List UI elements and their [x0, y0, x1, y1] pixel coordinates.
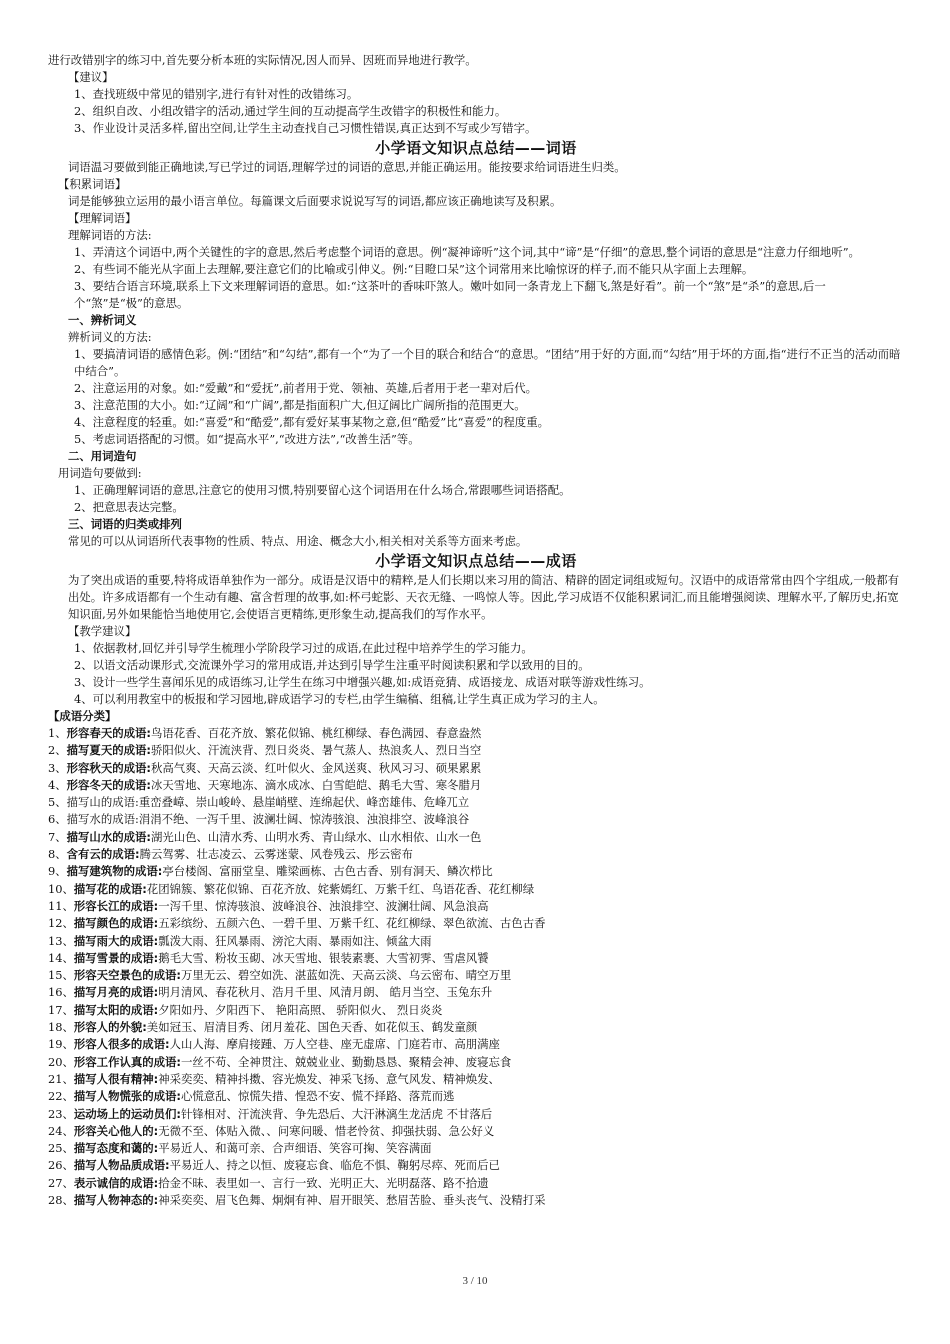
category-idioms: 腾云驾雾、壮志凌云、云雾迷蒙、风卷残云、彤云密布 — [139, 847, 413, 862]
category-number: 2、 — [48, 743, 67, 758]
category-name: 描写花的成语: — [73, 881, 147, 896]
idiom-category-row — [48, 1106, 904, 1123]
category-name: 形容工作认真的成语: — [73, 1054, 181, 1069]
idiom-category-row — [48, 846, 904, 863]
idiom-category-row — [48, 1157, 904, 1174]
category-name: 描写月亮的成语: — [73, 985, 159, 1000]
category-number: 16、 — [48, 985, 74, 1000]
category-number: 3、 — [48, 760, 67, 775]
category-idioms: 平易近人、持之以恒、废寝忘食、临危不惧、鞠躬尽瘁、死而后已 — [169, 1158, 500, 1173]
idiom-category-row — [48, 1175, 904, 1192]
category-name: 形容春天的成语: — [66, 726, 151, 740]
category-idioms: 明月清风、春花秋月、浩月千里、风清月朗、 皓月当空、玉兔东升 — [158, 985, 493, 1000]
category-name: 描写人物品质成语: — [73, 1158, 170, 1173]
understand-heading: 【理解词语】 — [68, 211, 137, 225]
category-number: 17、 — [48, 1002, 74, 1017]
idiom-category-row — [48, 1071, 904, 1088]
page-number: 3 / 10 — [462, 1275, 488, 1287]
category-number: 21、 — [48, 1071, 74, 1086]
idiom-category-row — [48, 1036, 904, 1053]
category-idioms: 骄阳似火、汗流浃背、烈日炎炎、暑气蒸人、热浪炙人、烈日当空 — [150, 743, 482, 758]
category-idioms: 针锋相对、汗流浃背、争先恐后、大汗淋漓生龙活虎 不甘落后 — [180, 1106, 493, 1121]
category-idioms: 鹅毛大雪、粉妆玉砌、冰天雪地、银装素裹、大雪初霁、雪虐风饕 — [158, 950, 489, 965]
category-idioms: 夕阳如丹、夕阳西下、 艳阳高照、 骄阳似火、 烈日炎炎 — [158, 1002, 443, 1017]
category-idioms: 一丝不苟、全神贯注、兢兢业业、勤勤恳恳、聚精会神、废寝忘食 — [180, 1054, 512, 1069]
category-number: 14、 — [48, 950, 74, 965]
sentence-item: 1、正确理解词语的意思,注意它的使用习惯,特别要留心这个词语用在什么场合,常跟哪些词语搭配。 — [74, 483, 571, 497]
method-label: 理解词语的方法: — [68, 228, 152, 242]
idiom-category-row — [48, 881, 904, 898]
category-idioms: 神采奕奕、精神抖擞、容光焕发、神采飞扬、意气风发、精神焕发、 — [158, 1071, 500, 1086]
category-idioms: 花团锦簇、繁花似锦、百花齐放、姹紫嫣红、万紫千红、鸟语花香、花红柳绿 — [146, 881, 535, 896]
category-number: 13、 — [48, 933, 74, 948]
idiom-category-row — [48, 1054, 904, 1071]
category-name: 描写态度和蔼的: — [73, 1141, 159, 1156]
teach-item: 1、依据教材,回忆并引导学生梳理小学阶段学习过的成语,在此过程中培养学生的学习能力。 — [74, 641, 533, 655]
category-name: 表示诚信的成语: — [73, 1175, 159, 1190]
idiom-category-row — [48, 742, 904, 759]
idiom-category-row — [48, 1088, 904, 1105]
category-number: 23、 — [48, 1106, 74, 1121]
idiom-category-row — [48, 1019, 904, 1036]
teach-heading: 【教学建议】 — [68, 624, 137, 638]
method-item: 3、要结合语言环境,联系上下文来理解词语的意思。如:“这茶叶的香味吓煞人。嫩叶如同一条青龙上下翻飞,煞是好看”。前一个“煞”是“杀”的意思,后一个“煞”是“极”的意思。 — [74, 279, 826, 310]
distinguish-item: 1、要搞清词语的感情色彩。例:“团结”和“勾结”,都有一个“为了一个目的联合和结合“的意思。“团结”用于好的方面,而“勾结”用于坏的方面,指“进行不正当的活动而暗中结合”。 — [74, 347, 901, 378]
method-item: 2、有些词不能光从字面上去理解,要注意它们的比喻或引伸义。例:“目瞪口呆”这个词常用来比喻惊讶的样子,而不能只从字面上去理解。 — [74, 262, 754, 276]
idiom-category-row — [48, 725, 904, 742]
category-number: 18、 — [48, 1020, 74, 1035]
category-number: 7、 — [48, 829, 67, 844]
teach-item: 2、以语文活动课形式,交流课外学习的常用成语,并达到引导学生注重平时阅读积累和学以致用的目的。 — [74, 658, 590, 672]
category-number: 12、 — [48, 916, 74, 931]
idiom-category-row — [48, 760, 904, 777]
category-number: 25、 — [48, 1141, 74, 1156]
page-content — [48, 52, 904, 1209]
idiom-category-row — [48, 950, 904, 967]
category-name: 形容人很多的成语: — [73, 1037, 170, 1052]
category-name: 形容关心他人的: — [73, 1123, 159, 1138]
category-idioms: 神采奕奕、眉飞色舞、炯炯有神、眉开眼笑、愁眉苦脸、垂头丧气、没精打采 — [158, 1193, 546, 1208]
idiom-category-row — [48, 1123, 904, 1140]
idiom-category-row — [48, 811, 904, 828]
distinguish-item: 2、注意运用的对象。如:“爱戴”和“爱抚”,前者用于党、领袖、英雄,后者用于老一辈对后代。 — [74, 381, 538, 395]
category-idioms: 无微不至、体贴入微、、问寒问暖、惜老怜贫、抑强扶弱、急公好义 — [158, 1123, 495, 1138]
category-number: 4、 — [48, 777, 67, 792]
idiom-category-row — [48, 777, 904, 794]
idiom-category-row — [48, 863, 904, 880]
category-number: 20、 — [48, 1054, 74, 1069]
intro-line: 进行改错别字的练习中,首先要分析本班的实际情况,因人而异、因班而异地进行教学。 — [48, 53, 477, 67]
category-idioms: 人山人海、摩肩接踵、万人空巷、座无虚席、门庭若市、高朋满座 — [169, 1037, 500, 1052]
category-idioms: 美如冠玉、眉清目秀、闭月羞花、国色天香、如花似玉、鹤发童颜 — [146, 1020, 478, 1035]
idiom-category-row — [48, 1192, 904, 1209]
chengyu-intro: 为了突出成语的重要,特将成语单独作为一部分。成语是汉语中的精粹,是人们长期以来习用的简洁、精辟的固定词组或短句。汉语中的成语常常由四个字组成,一般都有出处。许多成语都有一个生动有趣、富含哲理的故事,如:杯弓蛇影、天衣无缝、一鸣惊人等。因此,学习成语不仅能积累词汇,而且能增强阅读、理解水平,了解历史,拓宽知识面,另外如果能恰当地使用它,会使语言更精练,更形象生动,提高我们的写作水平。 — [68, 573, 899, 621]
teach-item: 4、可以利用教室中的板报和学习园地,辟成语学习的专栏,由学生编稿、组稿,让学生真正成为学习的主人。 — [74, 692, 605, 706]
category-idioms: 五彩缤纷、五颜六色、一碧千里、万紫千红、花红柳绿、翠色欲流、古色古香 — [158, 916, 546, 931]
category-name: 描写人很有精神: — [73, 1071, 159, 1086]
category-name: 描写人物神态的: — [73, 1193, 159, 1208]
category-idioms: 秋高气爽、天高云淡、红叶似火、金风送爽、秋风习习、硕果累累 — [150, 760, 482, 775]
suggestion-item: 2、组织自改、小组改错字的活动,通过学生间的互动提高学生改错字的积极性和能力。 — [74, 104, 507, 118]
subsection-heading: 二、用词造句 — [68, 449, 137, 463]
category-number: 9、 — [48, 864, 67, 879]
category-idioms: 万里无云、碧空如洗、湛蓝如洗、天高云淡、乌云密布、晴空万里 — [180, 968, 512, 983]
category-idioms: 平易近人、和蔼可亲、合声细语、笑容可掬、笑容满面 — [158, 1141, 432, 1156]
category-idioms: 一泻千里、惊涛骇浪、波峰浪谷、浊浪排空、波澜壮阔、风急浪高 — [158, 898, 489, 913]
suggest-heading: 【建议】 — [68, 70, 114, 84]
distinguish-item: 5、考虑词语搭配的习惯。如“提高水平”,“改进方法”,“改善生活”等。 — [74, 432, 420, 446]
category-idioms: 鸟语花香、百花齐放、繁花似锦、桃红柳绿、春色满园、春意盎然 — [150, 726, 482, 740]
category-name: 描写颜色的成语: — [73, 916, 159, 931]
idiom-category-row — [48, 829, 904, 846]
category-number: 19、 — [48, 1037, 74, 1052]
category-idioms: 重峦叠嶂、崇山峻岭、悬崖峭壁、连绵起伏、峰峦雄伟、危峰兀立 — [138, 795, 470, 810]
category-number: 11、 — [48, 898, 74, 913]
category-idioms: 冰天雪地、天寒地冻、滴水成冰、白雪皑皑、鹅毛大雪、寒冬腊月 — [150, 777, 482, 792]
category-idioms: 拾金不昧、表里如一、言行一致、光明正大、光明磊落、路不拾遗 — [158, 1175, 489, 1190]
class-heading: 【成语分类】 — [48, 709, 117, 723]
idiom-category-row — [48, 794, 904, 811]
category-name: 形容冬天的成语: — [66, 777, 151, 792]
category-number: 15、 — [48, 968, 74, 983]
category-name: 形容天空景色的成语: — [73, 968, 181, 983]
category-number: 27、 — [48, 1175, 74, 1190]
suggestion-item: 1、查找班级中常见的错别字,进行有针对性的改错练习。 — [74, 87, 359, 101]
category-name: 形容长江的成语: — [73, 898, 159, 913]
category-name: 描写夏天的成语: — [66, 743, 151, 758]
subsection-heading: 三、词语的归类或排列 — [68, 517, 182, 531]
category-name: 描写太阳的成语: — [73, 1002, 159, 1017]
category-number: 10、 — [48, 881, 74, 896]
category-name: 含有云的成语: — [66, 847, 140, 862]
subsection-label: 辨析词义的方法: — [68, 330, 152, 344]
subsection-text: 常见的可以从词语所代表事物的性质、特点、用途、概念大小,相关相对关系等方面来考虑。 — [68, 534, 528, 548]
category-number: 6、 — [48, 812, 67, 827]
subsection-label: 用词造句要做到: — [58, 466, 142, 480]
idiom-category-row — [48, 933, 904, 950]
category-name: 形容人的外貌: — [73, 1020, 147, 1035]
category-number: 5、 — [48, 795, 67, 810]
idiom-category-list — [48, 725, 904, 1209]
idiom-category-row — [48, 967, 904, 984]
accumulate-text: 词是能够独立运用的最小语言单位。每篇课文后面要求说说写写的词语,都应该正确地读写及积累。 — [68, 194, 562, 208]
category-idioms: 瓢泼大雨、狂风暴雨、滂沱大雨、暴雨如注、倾盆大雨 — [158, 933, 432, 948]
category-number: 26、 — [48, 1158, 74, 1173]
category-idioms: 涓涓不绝、一泻千里、波澜壮阔、惊涛骇浪、浊浪排空、波峰浪谷 — [138, 812, 470, 827]
category-name: 描写人物慌张的成语: — [73, 1089, 181, 1104]
category-name: 形容秋天的成语: — [66, 760, 151, 775]
subsection-heading: 一、辨析词义 — [68, 313, 137, 327]
category-number: 1、 — [48, 726, 67, 740]
category-idioms: 亭台楼阁、富丽堂皇、雕梁画栋、古色古香、别有洞天、鳞次栉比 — [162, 864, 493, 879]
category-idioms: 心慌意乱、惊慌失措、惶恐不安、慌不择路、落荒而逃 — [180, 1089, 455, 1104]
ciyu-intro: 词语温习要做到能正确地读,写已学过的词语,理解学过的词语的意思,并能正确运用。能按要求给词语进生归类。 — [68, 160, 626, 174]
method-item: 1、弄清这个词语中,两个关键性的字的意思,然后考虑整个词语的意思。例“凝神谛听”这个词,其中“谛”是“仔细”的意思,整个词语的意思是“注意力仔细地听”。 — [74, 245, 860, 259]
suggestion-item: 3、作业设计灵活多样,留出空间,让学生主动查找自己习惯性错误,真正达到不写或少写错字。 — [74, 121, 537, 135]
idiom-category-row — [48, 915, 904, 932]
category-number: 24、 — [48, 1123, 74, 1138]
category-name: 描写雪景的成语: — [73, 950, 159, 965]
idiom-category-row — [48, 984, 904, 1001]
distinguish-item: 4、注意程度的轻重。如:“喜爱”和“酷爱”,都有爱好某事某物之意,但“酷爱”比“喜爱”的程度重。 — [74, 415, 549, 429]
category-number: 28、 — [48, 1193, 74, 1208]
category-idioms: 湖光山色、山清水秀、山明水秀、青山绿水、山水相依、山水一色 — [150, 829, 482, 844]
category-name: 运动场上的运动员们: — [73, 1106, 181, 1121]
accumulate-heading: 【积累词语】 — [58, 177, 127, 191]
section-title-ciyu: 小学语文知识点总结——词语 — [375, 139, 577, 157]
distinguish-item: 3、注意范围的大小。如:“辽阔”和“广阔”,都是指面积广大,但辽阔比广阔所指的范围更大。 — [74, 398, 526, 412]
category-name: 描写山的成语: — [66, 795, 139, 810]
category-name: 描写山水的成语: — [66, 829, 151, 844]
teach-item: 3、设计一些学生喜闻乐见的成语练习,让学生在练习中增强兴趣,如:成语竞猜、成语接龙、成语对联等游戏性练习。 — [74, 675, 651, 689]
category-name: 描写雨大的成语: — [73, 933, 159, 948]
idiom-category-row — [48, 1140, 904, 1157]
sentence-item: 2、把意思表达完整。 — [74, 500, 184, 514]
idiom-category-row — [48, 1002, 904, 1019]
idiom-category-row — [48, 898, 904, 915]
category-name: 描写水的成语: — [66, 812, 139, 827]
category-number: 8、 — [48, 847, 67, 862]
category-number: 22、 — [48, 1089, 74, 1104]
category-name: 描写建筑物的成语: — [66, 864, 163, 879]
section-title-chengyu: 小学语文知识点总结——成语 — [375, 552, 577, 570]
